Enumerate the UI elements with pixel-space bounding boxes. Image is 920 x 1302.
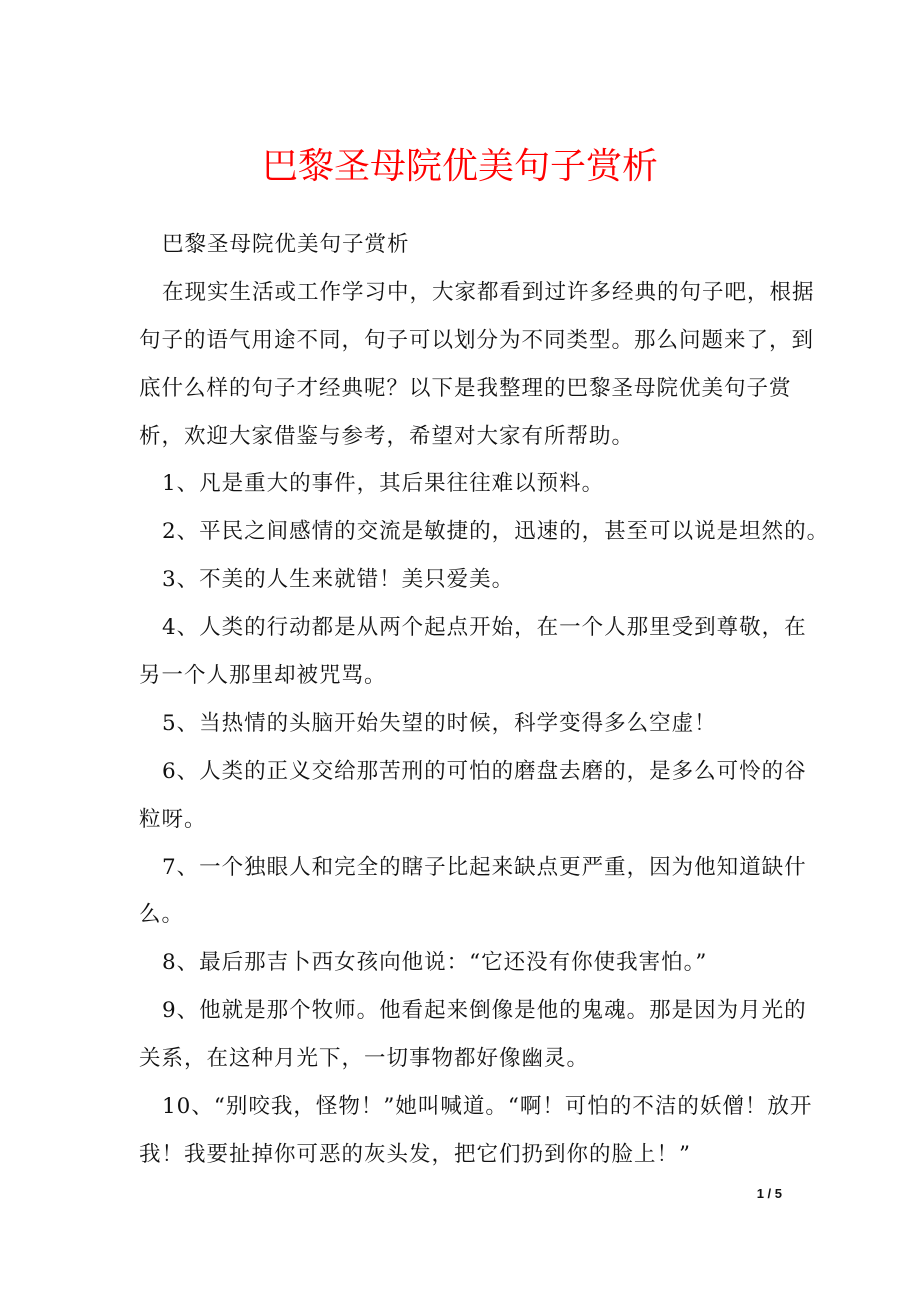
sentence-10: 10、“别咬我，怪物！”她叫喊道。“啊！可怕的不洁的妖僧！放开 <box>162 1094 813 1120</box>
document-title: 巴黎圣母院优美句子赏析 <box>261 146 658 187</box>
intro-line: 在现实生活或工作学习中，大家都看到过许多经典的句子吧，根据 <box>162 279 815 305</box>
sentence-9-cont: 关系，在这种月光下，一切事物都好像幽灵。 <box>139 1046 590 1072</box>
sentence-6-cont: 粒呀。 <box>139 806 207 832</box>
sentence-4: 4、人类的行动都是从两个起点开始，在一个人那里受到尊敬，在 <box>162 615 807 641</box>
sentence-8: 8、最后那吉卜西女孩向他说：“它还没有你使我害怕。” <box>162 950 708 976</box>
sentence-3: 3、不美的人生来就错！美只爱美。 <box>162 567 515 593</box>
sentence-9: 9、他就是那个牧师。他看起来倒像是他的鬼魂。那是因为月光的 <box>162 998 807 1024</box>
page-number: 1 / 5 <box>756 1186 782 1201</box>
sentence-5: 5、当热情的头脑开始失望的时候，科学变得多么空虚！ <box>162 710 717 736</box>
intro-line: 析，欢迎大家借鉴与参考，希望对大家有所帮助。 <box>139 423 635 449</box>
sentence-1: 1、凡是重大的事件，其后果往往难以预料。 <box>162 471 605 497</box>
document-body <box>139 221 830 1179</box>
sentence-7-cont: 么。 <box>139 902 185 928</box>
intro-line: 底什么样的句子才经典呢？以下是我整理的巴黎圣母院优美句子赏 <box>139 375 792 401</box>
sentence-10-cont: 我！我要扯掉你可恶的灰头发，把它们扔到你的脸上！” <box>139 1141 691 1167</box>
sentence-4-cont: 另一个人那里却被咒骂。 <box>139 663 387 689</box>
sentence-7: 7、一个独眼人和完全的瞎子比起来缺点更严重，因为他知道缺什 <box>162 854 807 880</box>
intro-line: 句子的语气用途不同，句子可以划分为不同类型。那么问题来了，到 <box>139 327 815 353</box>
sentence-2: 2、平民之间感情的交流是敏捷的，迅速的，甚至可以说是坦然的。 <box>162 519 830 545</box>
subtitle-line: 巴黎圣母院优美句子赏析 <box>162 232 410 257</box>
sentence-6: 6、人类的正义交给那苦刑的可怕的磨盘去磨的，是多么可怜的谷 <box>162 758 807 784</box>
